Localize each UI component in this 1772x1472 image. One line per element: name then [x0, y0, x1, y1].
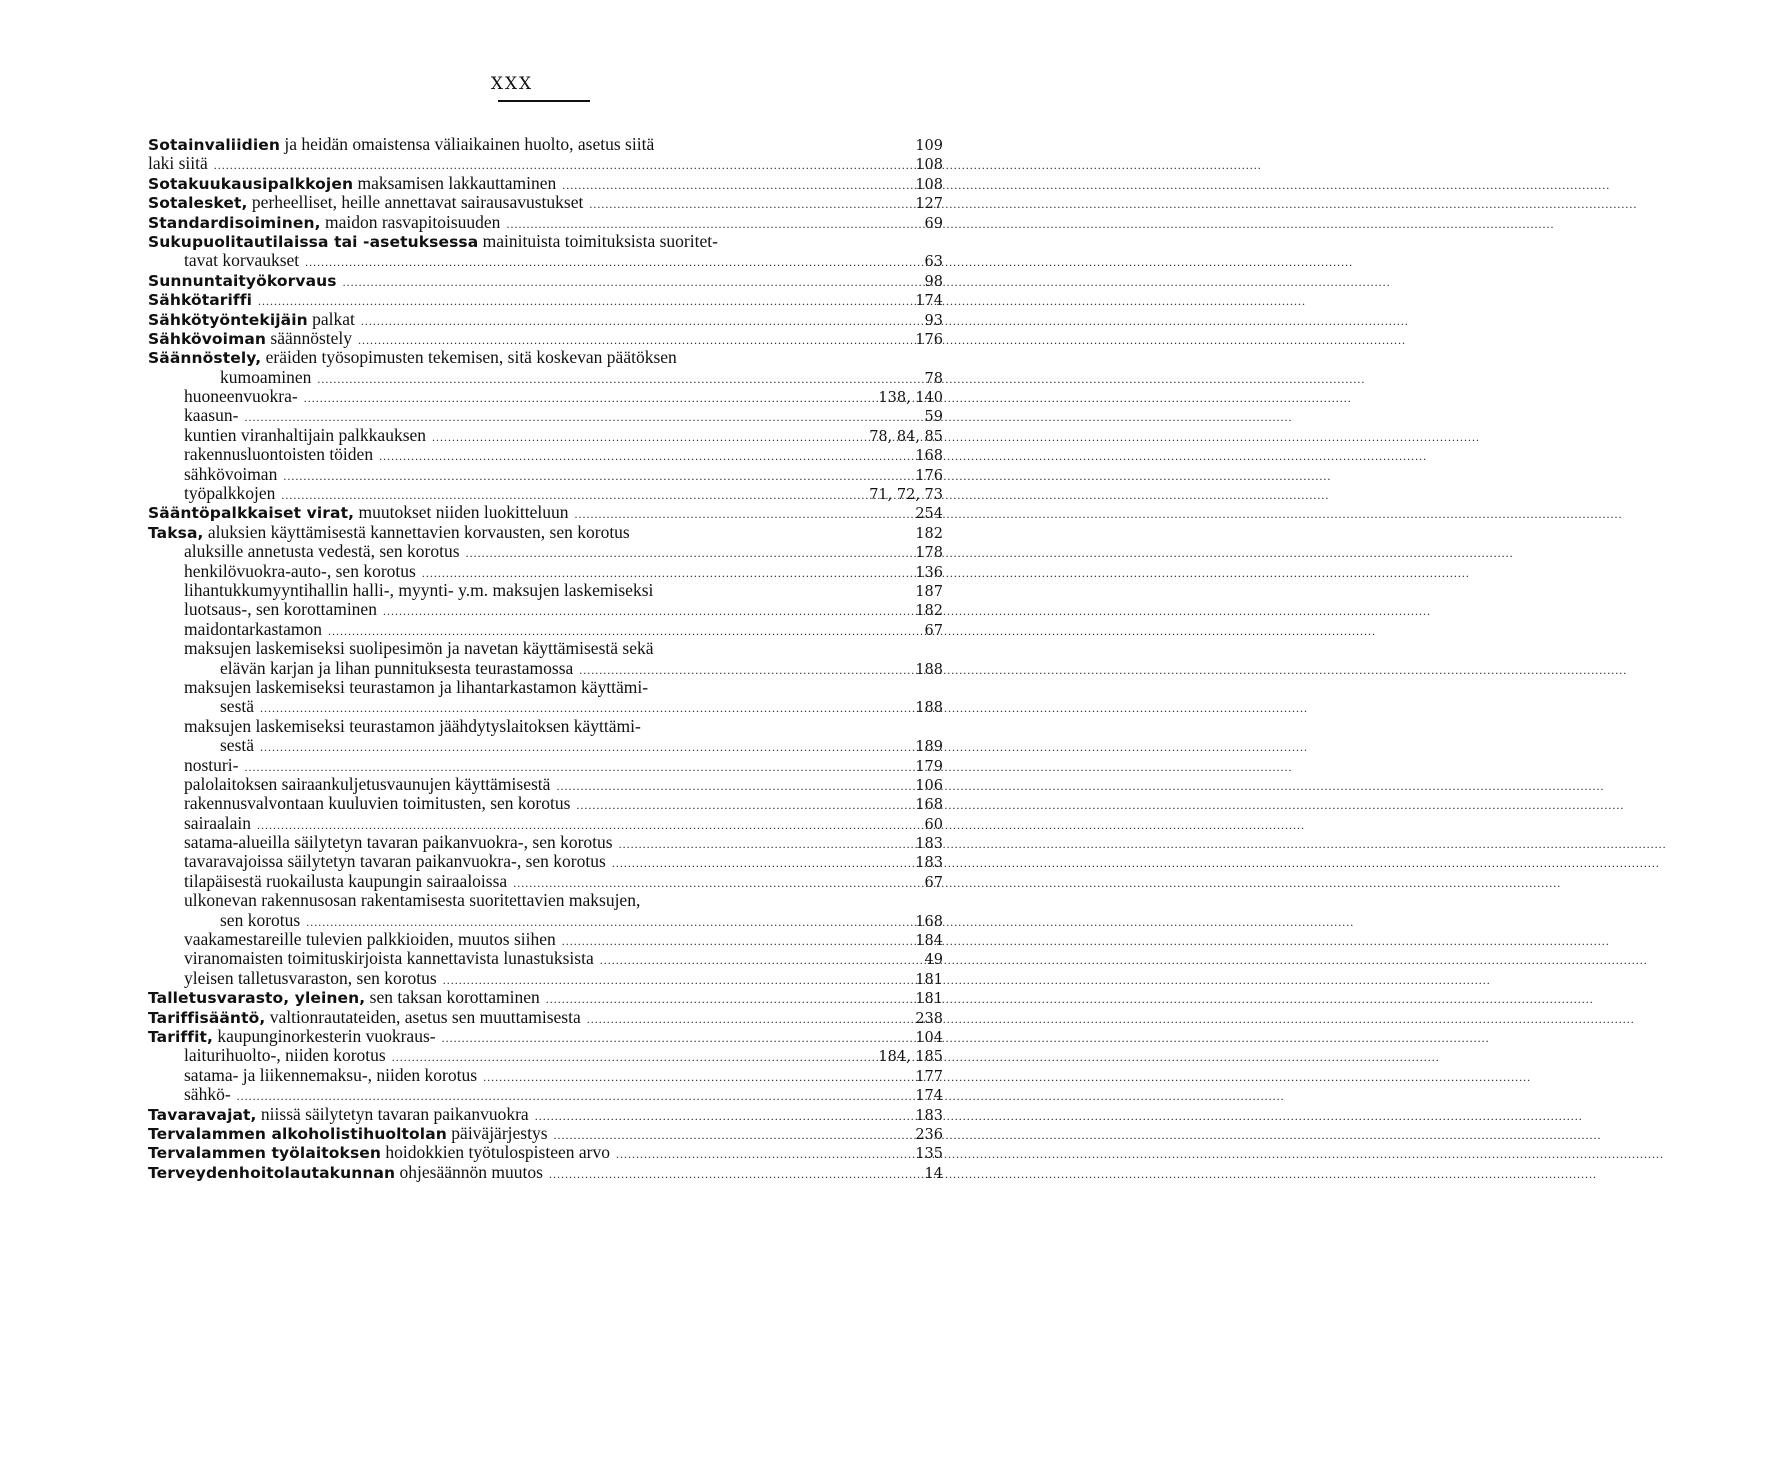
index-entry — [148, 756, 943, 775]
entry-text — [184, 562, 416, 581]
entry-heading: Sääntöpalkkaiset virat, — [148, 504, 355, 523]
entry-text — [184, 426, 426, 445]
page-number: 189 — [915, 739, 943, 756]
index-entry — [148, 794, 943, 813]
dot-leader — [283, 467, 901, 486]
index-entry — [148, 1085, 943, 1104]
page-number: 174 — [915, 293, 943, 310]
dot-leader — [442, 1029, 901, 1048]
entry-text — [184, 1046, 386, 1065]
entry-text — [148, 1105, 529, 1125]
entry-text — [220, 368, 311, 387]
page-number: 49 — [924, 952, 943, 969]
page-number: 183 — [915, 836, 943, 853]
entry-description: satama- ja liikennemaksu-, niiden korotus — [184, 1064, 478, 1085]
index-entry — [148, 1163, 943, 1182]
page-number: 177 — [915, 1068, 943, 1085]
index-entry — [148, 290, 943, 309]
index-entry — [148, 620, 943, 639]
page-number: 60 — [924, 816, 943, 833]
page-number: 108 — [915, 176, 943, 193]
page-number: 181 — [915, 971, 943, 988]
page-number: 188 — [915, 700, 943, 717]
entry-description: aluksien käyttämisestä kannettavien korvausten, sen korotus — [203, 521, 630, 542]
dot-leader — [587, 1010, 901, 1029]
index-entry — [148, 1143, 943, 1162]
entry-description: maidon rasvapitoisuuden — [320, 211, 501, 232]
entry-text — [148, 310, 355, 330]
entry-description: sen taksan korottaminen — [365, 987, 540, 1008]
entry-heading: Sukupuolitautilaissa tai -asetuksessa — [148, 232, 479, 251]
dot-leader — [317, 370, 901, 389]
dot-leader — [535, 1107, 901, 1126]
entry-description: laki siitä — [148, 153, 208, 174]
entry-text — [184, 600, 377, 619]
entry-description: eräiden työsopimusten tekemisen, sitä koskevan päätöksen — [261, 347, 677, 368]
entry-description: niissä säilytetyn tavaran paikanvuokra — [256, 1103, 529, 1124]
page-number: 174 — [915, 1088, 943, 1105]
dot-leader — [483, 1068, 901, 1087]
page-number: 78, 84, 85 — [869, 428, 943, 445]
index-entry — [148, 911, 943, 930]
page-number: 254 — [915, 506, 943, 523]
dot-leader — [612, 854, 901, 873]
entry-description: sen korotus — [220, 909, 301, 930]
entry-text — [184, 794, 570, 813]
entry-description: nosturi- — [184, 754, 239, 775]
dot-leader — [619, 835, 901, 854]
entry-heading: Tervalammen työlaitoksen — [148, 1144, 382, 1163]
index-entry — [148, 465, 943, 484]
entry-description: maksamisen lakkauttaminen — [353, 172, 557, 193]
index-entry — [148, 697, 943, 716]
entry-description: ulkonevan rakennusosan rakentamisesta suoritettavien maksujen, — [184, 890, 641, 911]
entry-description: tavaravajoissa säilytetyn tavaran paikanvuokra-, sen korotus — [184, 851, 606, 872]
page-number: 184 — [915, 933, 943, 950]
entry-description: kaasun- — [184, 405, 239, 426]
entry-text — [184, 969, 437, 988]
index-entry — [148, 949, 943, 968]
entry-description: rakennusvalvontaan kuuluvien toimitusten, sen korotus — [184, 793, 571, 814]
dot-leader — [260, 738, 901, 757]
index-entry — [148, 251, 943, 270]
entry-text — [148, 193, 583, 213]
page-number: 183 — [915, 1107, 943, 1124]
entry-description: ja heidän omaistensa väliaikainen huolto, asetus siitä — [280, 134, 655, 154]
index-entry — [148, 406, 943, 425]
entry-heading: Sotalesket, — [148, 194, 248, 213]
page-number: 67 — [924, 874, 943, 891]
index-entry — [148, 271, 943, 290]
entry-text — [148, 135, 654, 155]
entry-description: satama-alueilla säilytetyn tavaran paikanvuokra-, sen korotus — [184, 832, 613, 853]
page-number: 109 — [915, 138, 943, 154]
entry-text — [148, 271, 337, 291]
index-entry — [148, 1027, 943, 1046]
page-number: 69 — [924, 215, 943, 232]
page-number: 182 — [915, 603, 943, 620]
entry-description: tilapäisestä ruokailusta kaupungin sairaaloissa — [184, 870, 508, 891]
entry-text — [184, 1085, 231, 1104]
entry-text — [184, 542, 460, 561]
entry-description: laiturihuolto-, niiden korotus — [184, 1045, 386, 1066]
entry-heading: Sunnuntaityökorvaus — [148, 271, 337, 290]
entry-text — [148, 154, 208, 173]
entry-description: elävän karjan ja lihan punnituksesta teurastamossa — [220, 657, 574, 678]
page-number: 93 — [924, 312, 943, 329]
entry-description: luotsaus-, sen korottaminen — [184, 599, 377, 620]
dot-leader — [549, 1165, 901, 1184]
page-number: 183 — [915, 855, 943, 872]
entry-description: palolaitoksen sairaankuljetusvaunujen käyttämisestä — [184, 773, 551, 794]
entry-text — [184, 387, 298, 406]
entry-heading: Sähkötyöntekijäin — [148, 310, 308, 329]
page-number: 104 — [915, 1029, 943, 1046]
entry-description: valtionrautateiden, asetus sen muuttamisesta — [265, 1006, 581, 1027]
entry-description: muutokset niiden luokitteluun — [354, 502, 569, 523]
header-rule — [498, 100, 590, 102]
page-number: 127 — [915, 196, 943, 213]
dot-leader — [432, 428, 863, 447]
entry-description: sestä — [220, 735, 255, 756]
entry-text — [220, 911, 300, 930]
entry-text — [148, 1027, 436, 1047]
entry-description: kuntien viranhaltijain palkkauksen — [184, 424, 427, 445]
index-entry — [148, 988, 943, 1007]
entry-description: sestä — [220, 696, 255, 717]
index-entry — [148, 736, 943, 755]
page-number: 236 — [915, 1126, 943, 1143]
entry-heading: Säännöstely, — [148, 349, 262, 368]
index-entry — [148, 969, 943, 988]
entry-text — [184, 949, 594, 968]
index-entry — [148, 1105, 943, 1124]
index-entry — [148, 659, 943, 678]
index-entry — [148, 484, 943, 503]
dot-leader — [343, 273, 901, 292]
page-number: 98 — [924, 273, 943, 290]
entry-text — [184, 678, 648, 697]
entry-description: mainituista toimituksista suoritet- — [478, 230, 718, 251]
entry-text — [184, 581, 653, 600]
entry-description: kumoaminen — [220, 366, 312, 387]
index-entry — [148, 717, 943, 736]
dot-leader — [379, 447, 901, 466]
entry-text — [148, 1008, 581, 1028]
entry-heading: Tariffit, — [148, 1027, 213, 1046]
entry-text — [184, 833, 613, 852]
entry-text — [148, 232, 718, 252]
dot-leader — [304, 389, 873, 408]
page-number: 178 — [915, 545, 943, 562]
entry-heading: Taksa, — [148, 523, 204, 542]
dot-leader — [562, 932, 901, 951]
index-entry — [148, 833, 943, 852]
index-entry — [148, 232, 943, 251]
index-entry — [148, 193, 943, 212]
entry-text — [184, 756, 238, 775]
index-list — [148, 135, 943, 1182]
entry-text — [184, 406, 238, 425]
entry-heading: Tavaravajat, — [148, 1105, 257, 1124]
entry-text — [184, 639, 653, 658]
page-number: 108 — [915, 157, 943, 174]
entry-text — [184, 775, 550, 794]
entry-description: säännöstely — [266, 327, 353, 348]
dot-leader — [600, 951, 901, 970]
entry-text — [148, 1163, 543, 1183]
dot-leader — [361, 312, 901, 331]
entry-text — [148, 503, 568, 523]
entry-heading: Talletusvarasto, yleinen, — [148, 989, 366, 1008]
page-number: 168 — [915, 913, 943, 930]
entry-description: henkilövuokra-auto-, sen korotus — [184, 560, 416, 581]
entry-text — [148, 523, 630, 543]
entry-text — [148, 290, 252, 310]
entry-text — [148, 988, 540, 1008]
page-number: 187 — [915, 583, 943, 600]
entry-text — [184, 445, 373, 464]
entry-heading: Standardisoiminen, — [148, 213, 321, 232]
index-entry — [148, 213, 943, 232]
index-entry — [148, 1066, 943, 1085]
entry-text — [184, 891, 640, 910]
entry-heading: Sotainvaliidien — [148, 136, 280, 154]
page-number: 176 — [915, 331, 943, 348]
entry-text — [220, 736, 254, 755]
entry-text — [184, 717, 641, 736]
page-number: 179 — [915, 758, 943, 775]
entry-description: kaupunginorkesterin vuokraus- — [213, 1025, 436, 1046]
entry-description: yleisen talletusvaraston, sen korotus — [184, 967, 437, 988]
index-entry — [148, 1008, 943, 1027]
entry-heading: Tariffisääntö, — [148, 1008, 266, 1027]
entry-description: vaakamestareille tulevien palkkioiden, muutos siihen — [184, 929, 556, 950]
page-number: 136 — [915, 564, 943, 581]
entry-text — [184, 930, 556, 949]
page-number: 135 — [915, 1146, 943, 1163]
entry-description: perheelliset, heille annettavat sairausavustukset — [247, 192, 584, 213]
entry-description: rakennusluontoisten töiden — [184, 444, 374, 465]
page-number: 14 — [924, 1165, 943, 1182]
entry-heading: Sotakuukausipalkkojen — [148, 174, 354, 193]
dot-leader — [383, 602, 901, 621]
entry-text — [148, 1124, 548, 1144]
index-entry — [148, 503, 943, 522]
page-header: XXX — [490, 74, 534, 94]
entry-heading: Terveydenhoitolautakunnan — [148, 1163, 396, 1182]
index-entry — [148, 387, 943, 406]
index-entry — [148, 891, 943, 910]
dot-leader — [466, 544, 901, 563]
index-entry — [148, 1124, 943, 1143]
index-entry — [148, 872, 943, 891]
entry-description: aluksille annetusta vedestä, sen korotus — [184, 541, 460, 562]
dot-leader — [562, 176, 901, 195]
page-number: 138, 140 — [878, 390, 943, 407]
entry-heading: Sähkövoiman — [148, 329, 267, 348]
entry-description: päiväjärjestys — [446, 1122, 548, 1143]
index-entry — [148, 348, 943, 367]
index-entry — [148, 174, 943, 193]
entry-description: tavat korvaukset — [184, 250, 300, 271]
entry-description: viranomaisten toimituskirjoista kannettavista lunastuksista — [184, 948, 594, 969]
page-number: 63 — [924, 254, 943, 271]
entry-text — [220, 659, 573, 678]
index-entry — [148, 678, 943, 697]
index-entry — [148, 154, 943, 173]
entry-text — [148, 348, 677, 368]
entry-description: maidontarkastamon — [184, 618, 323, 639]
dot-leader — [546, 990, 901, 1009]
entry-text — [184, 465, 277, 484]
index-entry — [148, 523, 943, 542]
entry-text — [220, 697, 254, 716]
index-entry — [148, 1046, 943, 1065]
index-entry — [148, 368, 943, 387]
index-entry — [148, 135, 943, 154]
page-number: 188 — [915, 661, 943, 678]
entry-description: huoneenvuokra- — [184, 386, 298, 407]
dot-leader — [556, 777, 901, 796]
entry-text — [184, 620, 322, 639]
entry-description: hoidokkien työtulospisteen arvo — [381, 1142, 610, 1163]
page-number: 176 — [915, 467, 943, 484]
index-entry — [148, 310, 943, 329]
entry-description: maksujen laskemiseksi teurastamon ja lihantarkastamon käyttämi- — [184, 676, 649, 697]
page-number: 59 — [924, 409, 943, 426]
page-number: 168 — [915, 448, 943, 465]
index-entry — [148, 542, 943, 561]
entry-description: maksujen laskemiseksi suolipesimön ja navetan käyttämisestä sekä — [184, 638, 654, 659]
page-number: 78 — [924, 370, 943, 387]
page-number: 238 — [915, 1010, 943, 1027]
index-entry — [148, 639, 943, 658]
index-entry — [148, 814, 943, 833]
dot-leader — [305, 253, 901, 272]
page-number: 106 — [915, 777, 943, 794]
page-number: 168 — [915, 797, 943, 814]
dot-leader — [616, 1145, 901, 1164]
dot-leader — [576, 796, 901, 815]
index-entry — [148, 852, 943, 871]
entry-text — [184, 1066, 477, 1085]
entry-heading: Tervalammen alkoholistihuoltolan — [148, 1124, 447, 1143]
page-number: 184, 185 — [878, 1049, 943, 1066]
entry-description: palkat — [307, 308, 355, 329]
entry-text — [148, 1143, 610, 1163]
page-number: 67 — [924, 622, 943, 639]
page-number: 181 — [915, 991, 943, 1008]
entry-description: ohjesäännön muutos — [395, 1161, 543, 1182]
entry-text — [148, 329, 352, 349]
entry-text — [184, 251, 299, 270]
entry-text — [148, 174, 556, 194]
entry-heading: Sähkötariffi — [148, 291, 253, 310]
entry-text — [184, 852, 606, 871]
entry-text — [184, 872, 507, 891]
index-entry — [148, 445, 943, 464]
index-entry — [148, 600, 943, 619]
index-entry — [148, 562, 943, 581]
entry-description: lihantukkumyyntihallin halli-, myynti- y.m. maksujen laskemiseksi — [184, 579, 654, 600]
entry-description: sähkövoiman — [184, 463, 278, 484]
page-number: 71, 72, 73 — [869, 487, 943, 504]
dot-leader — [589, 195, 901, 214]
entry-text — [148, 213, 500, 233]
entry-text — [184, 484, 275, 503]
page-number: 182 — [915, 525, 943, 542]
index-entry — [148, 775, 943, 794]
entry-text — [184, 814, 251, 833]
index-entry — [148, 329, 943, 348]
entry-description: sairaalain — [184, 812, 252, 833]
index-entry — [148, 581, 943, 600]
entry-description: sähkö- — [184, 1084, 231, 1105]
entry-description: työpalkkojen — [184, 483, 276, 504]
entry-description: maksujen laskemiseksi teurastamon jäähdytyslaitoksen käyttämi- — [184, 715, 641, 736]
index-entry — [148, 930, 943, 949]
index-entry — [148, 426, 943, 445]
